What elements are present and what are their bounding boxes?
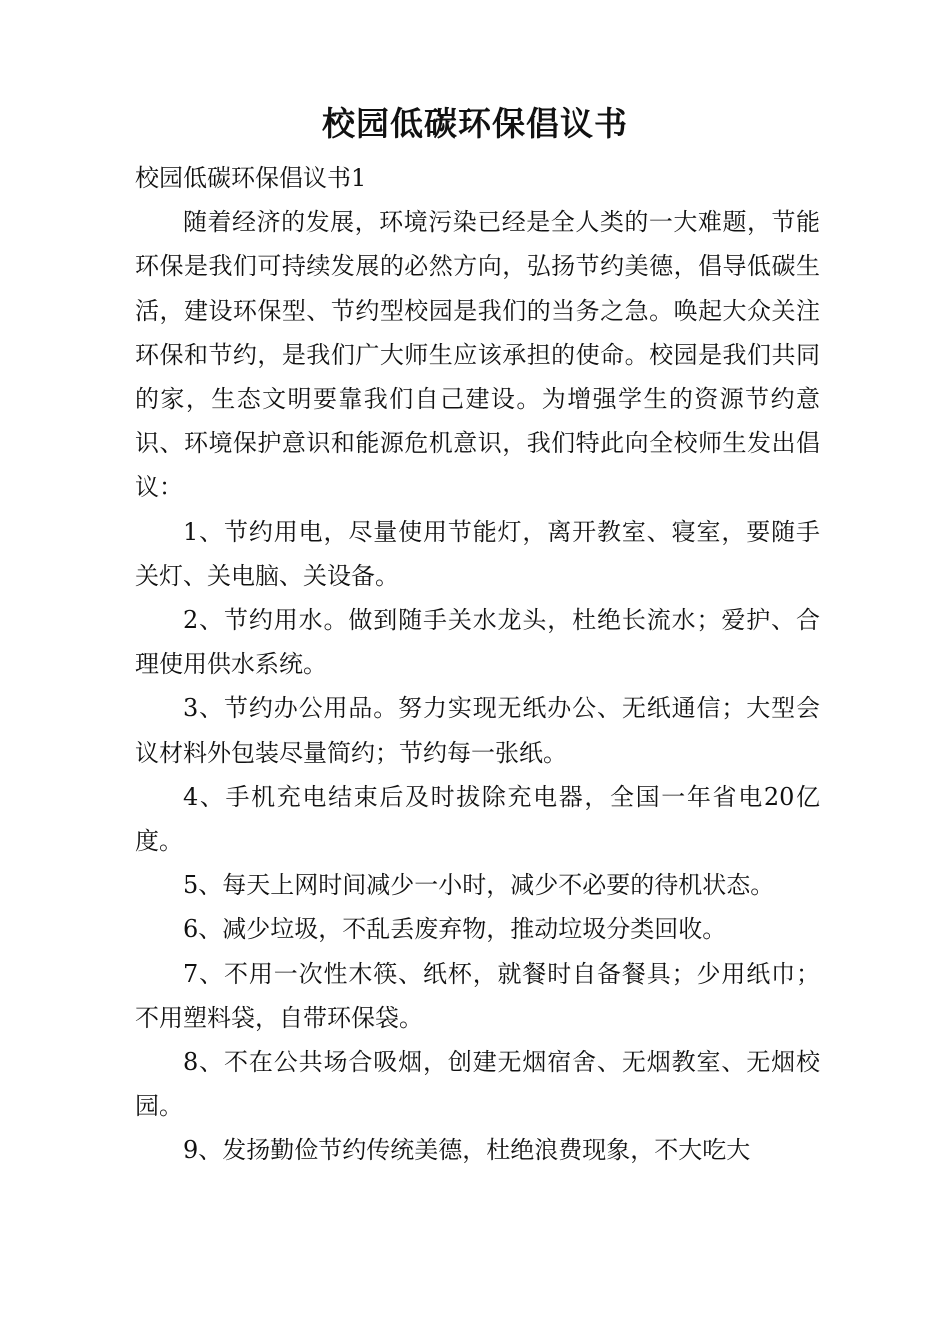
paragraph-item-3: 3、节约办公用品。努力实现无纸办公、无纸通信；大型会议材料外包装尽量简约；节约每一张纸。 (135, 694, 820, 767)
paragraph-item-8: 8、不在公共场合吸烟，创建无烟宿舍、无烟教室、无烟校园。 (135, 1048, 820, 1121)
paragraph-intro: 随着经济的发展，环境污染已经是全人类的一大难题，节能环保是我们可持续发展的必然方向，弘扬节约美德，倡导低碳生活，建设环保型、节约型校园是我们的当务之急。唤起大众关注环保和节约，是我们广大师生应该承担的使命。校园是我们共同的家，生态文明要靠我们自己建设。为增强学生的资源节约意识、环境保护意识和能源危机意识，我们特此向全校师生发出倡议： (135, 208, 820, 502)
paragraph-item-4: 4、手机充电结束后及时拔除充电器，全国一年省电20亿度。 (135, 782, 820, 856)
paragraph-item-1: 1、节约用电，尽量使用节能灯，离开教室、寝室，要随手关灯、关电脑、关设备。 (135, 517, 820, 590)
document-title: 校园低碳环保倡议书 (322, 104, 628, 143)
document-body (135, 156, 820, 1173)
paragraph-item-5: 5、每天上网时间减少一小时，减少不必要的待机状态。 (183, 871, 775, 900)
paragraph-item-6: 6、减少垃圾，不乱丢废弃物，推动垃圾分类回收。 (183, 915, 727, 944)
paragraph-item-2: 2、节约用水。做到随手关水龙头，杜绝长流水；爱护、合理使用供水系统。 (135, 606, 820, 679)
paragraph-item-9: 9、发扬勤俭节约传统美德，杜绝浪费现象，不大吃大 (183, 1136, 751, 1165)
paragraph-item-7: 7、不用一次性木筷、纸杯，就餐时自备餐具；少用纸巾；不用塑料袋，自带环保袋。 (135, 959, 820, 1032)
document-subtitle: 校园低碳环保倡议书1 (135, 164, 367, 192)
